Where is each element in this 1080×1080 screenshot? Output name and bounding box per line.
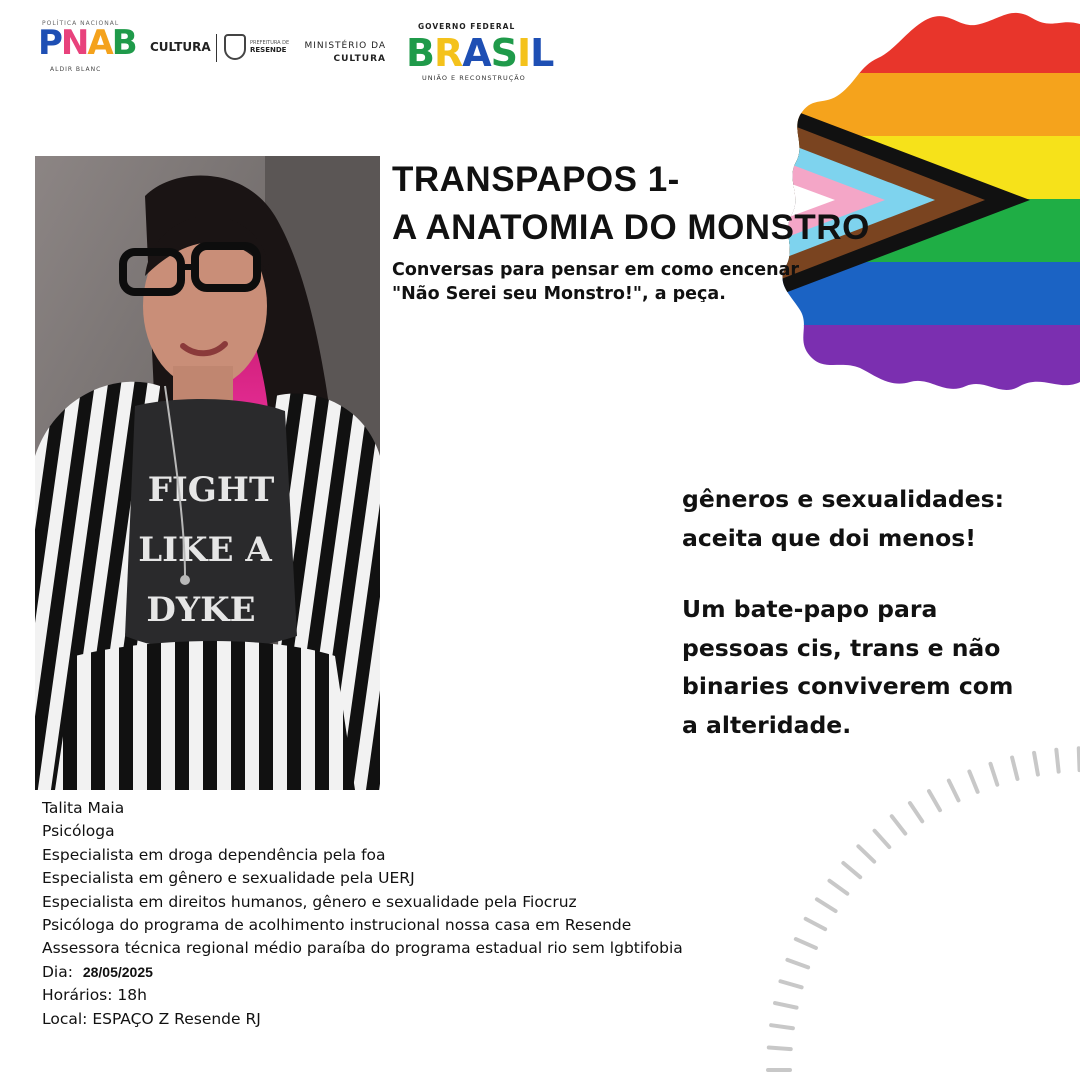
arc-tick <box>1079 748 1080 770</box>
arc-tick <box>929 791 940 810</box>
event-date <box>42 961 802 984</box>
shirt-text-1: FIGHT <box>147 470 275 510</box>
uniao-reconstrucao-text: UNIÃO E RECONSTRUÇÃO <box>422 74 526 82</box>
arc-tick <box>829 881 847 894</box>
arc-tick <box>858 846 874 861</box>
arc-tick <box>892 816 906 833</box>
resende-crest-icon <box>224 34 246 60</box>
arc-tick <box>949 781 959 801</box>
bio-line: Especialista em direitos humanos, gênero e sexualidade pela Fiocruz <box>42 892 577 911</box>
event-time: Horários: 18h <box>42 986 147 1005</box>
arc-tick <box>1056 750 1058 772</box>
date-label: Dia: <box>42 962 73 981</box>
shirt-text-2: LIKE A <box>138 530 272 570</box>
tagline-description: Um bate-papo para pessoas cis, trans e não binaries conviverem com a alteridade. <box>682 595 1014 739</box>
speaker-photo <box>35 156 380 790</box>
arc-tick <box>990 764 997 785</box>
resende-name: RESENDE <box>250 46 287 54</box>
arc-tick <box>969 771 977 791</box>
brasil-logo: BRASIL <box>406 31 554 75</box>
arc-tick <box>1034 753 1038 775</box>
arc-tick <box>875 831 890 847</box>
resende-prefix: PREFEITURA DE <box>250 40 290 46</box>
logo-divider <box>216 34 217 62</box>
event-title-line-2: A ANATOMIA DO MONSTRO <box>392 208 870 247</box>
governo-federal-text: GOVERNO FEDERAL <box>418 22 516 31</box>
progress-pride-flag-badge <box>780 10 1080 390</box>
arc-tick <box>769 1048 791 1050</box>
arc-tick <box>1012 758 1017 779</box>
tagline-genders: gêneros e sexualidades: aceita que doi menos! <box>682 485 1005 552</box>
bio-line: Especialista em gênero e sexualidade pela UERJ <box>42 869 415 888</box>
shirt-text-3: DYKE <box>146 590 256 630</box>
decorative-dashed-arc <box>760 740 1080 1080</box>
event-subtitle: Conversas para pensar em como encenar "Não Serei seu Monstro!", a peça. <box>392 260 800 302</box>
arc-tick <box>817 899 836 911</box>
pnab-subtitle: ALDIR BLANC <box>50 66 102 73</box>
bio-line: Psicóloga do programa de acolhimento instrucional nossa casa em Resende <box>42 916 632 935</box>
arc-tick <box>910 803 922 821</box>
speaker-bio <box>42 797 802 1031</box>
ministerio-logo-text: MINISTÉRIO DA CULTURA <box>304 41 386 64</box>
bio-line: Psicóloga <box>42 822 115 841</box>
event-location: Local: ESPAÇO Z Resende RJ <box>42 1009 261 1028</box>
speaker-name: Talita Maia <box>42 799 125 817</box>
cultura-logo-text: CULTURA <box>150 40 211 54</box>
pnab-logo: PNAB <box>38 23 136 63</box>
event-title: TRANSPAPOS 1- <box>392 160 680 199</box>
bio-line: Especialista em droga dependência pela foa <box>42 845 386 864</box>
sponsor-logos <box>38 18 558 88</box>
pnab-top-text: POLÍTICA NACIONAL <box>42 20 120 27</box>
arc-tick <box>806 919 825 929</box>
skirt <box>55 641 355 790</box>
bio-line: Assessora técnica regional médio paraíba do programa estadual rio sem lgbtifobia <box>42 939 683 958</box>
arc-tick <box>843 863 860 877</box>
date-value: 28/05/2025 <box>82 963 153 980</box>
rainbow-stripe-red <box>780 10 1080 74</box>
rainbow-stripe-purple <box>780 325 1080 390</box>
